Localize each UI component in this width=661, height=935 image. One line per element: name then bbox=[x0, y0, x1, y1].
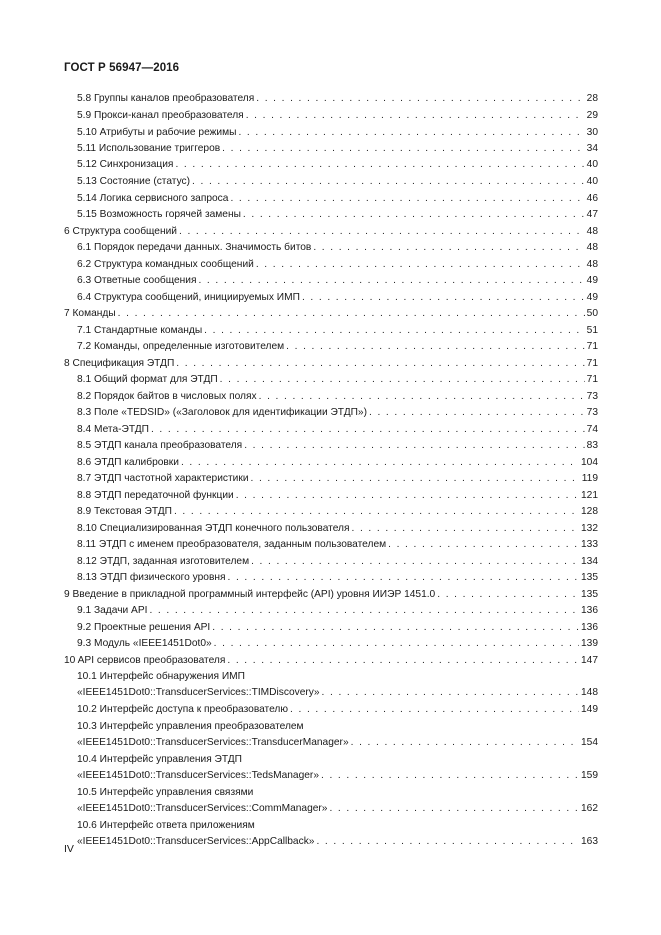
toc-entry-title: 5.14 Логика сервисного запроса bbox=[77, 193, 229, 204]
toc-leader-dots bbox=[313, 241, 584, 254]
toc-entry[interactable] bbox=[77, 291, 598, 304]
toc-entry-title: 9.1 Задачи API bbox=[77, 605, 148, 616]
toc-entry-page: 48 bbox=[586, 242, 598, 253]
toc-entry[interactable] bbox=[64, 357, 598, 370]
toc-entry-page: 121 bbox=[581, 490, 598, 501]
toc-entry[interactable] bbox=[77, 109, 598, 122]
toc-entry[interactable] bbox=[77, 258, 598, 271]
toc-entry-title: 5.13 Состояние (статус) bbox=[77, 176, 191, 187]
toc-entry[interactable] bbox=[77, 637, 598, 650]
toc-leader-dots bbox=[321, 769, 579, 782]
toc-leader-dots bbox=[388, 538, 579, 551]
toc-entry-page: 47 bbox=[586, 209, 598, 220]
toc-entry-title: 9 Введение в прикладной программный интерфейс (API) уровня ИИЭР 1451.0 bbox=[64, 589, 436, 600]
toc-entry[interactable] bbox=[77, 126, 598, 139]
toc-entry-page: 46 bbox=[586, 193, 598, 204]
toc-entry[interactable] bbox=[77, 703, 598, 716]
toc-leader-dots bbox=[228, 571, 579, 584]
toc-leader-dots bbox=[351, 736, 579, 749]
toc-entry-page: 71 bbox=[586, 341, 598, 352]
toc-entry-heading: 10.3 Интерфейс управления преобразователем bbox=[77, 721, 304, 732]
toc-entry[interactable] bbox=[64, 225, 598, 238]
toc-entry[interactable] bbox=[77, 456, 598, 469]
toc-leader-dots bbox=[174, 505, 579, 518]
toc-entry-page: 73 bbox=[586, 407, 598, 418]
toc-entry-page: 135 bbox=[581, 572, 598, 583]
toc-entry-page: 154 bbox=[581, 737, 598, 748]
toc-entry-heading: 10.1 Интерфейс обнаружения ИМП bbox=[77, 671, 245, 682]
toc-entry-page: 134 bbox=[581, 556, 598, 567]
toc-leader-dots bbox=[286, 340, 584, 353]
toc-entry-page: 49 bbox=[586, 292, 598, 303]
toc-entry[interactable] bbox=[77, 92, 598, 105]
toc-entry-title: 9.3 Модуль «IEEE1451Dot0» bbox=[77, 638, 212, 649]
toc-entry[interactable] bbox=[77, 208, 598, 221]
toc-entry-heading: 10.5 Интерфейс управления связями bbox=[77, 787, 254, 798]
toc-leader-dots bbox=[179, 225, 585, 238]
toc-leader-dots bbox=[220, 373, 585, 386]
toc-entry[interactable] bbox=[77, 158, 598, 171]
toc-entry[interactable] bbox=[77, 686, 598, 699]
toc-entry-title: 7.2 Команды, определенные изготовителем bbox=[77, 341, 285, 352]
toc-entry-title: 5.11 Использование триггеров bbox=[77, 143, 221, 154]
toc-entry-title: 8.5 ЭТДП канала преобразователя bbox=[77, 440, 243, 451]
toc-leader-dots bbox=[369, 406, 585, 419]
toc-leader-dots bbox=[149, 604, 579, 617]
toc-entry[interactable] bbox=[77, 192, 598, 205]
toc-entry-title: 6 Структура сообщений bbox=[64, 226, 177, 237]
toc-leader-dots bbox=[329, 802, 579, 815]
toc-entry[interactable] bbox=[77, 555, 598, 568]
toc-leader-dots bbox=[243, 208, 585, 221]
toc-entry-title: 8 Спецификация ЭТДП bbox=[64, 358, 175, 369]
toc-entry[interactable] bbox=[77, 406, 598, 419]
toc-leader-dots bbox=[212, 621, 579, 634]
toc-entry-page: 74 bbox=[586, 424, 598, 435]
toc-entry-page: 34 bbox=[586, 143, 598, 154]
toc-entry-page: 71 bbox=[586, 374, 598, 385]
toc-entry[interactable] bbox=[77, 241, 598, 254]
toc-entry-title: 8.8 ЭТДП передаточной функции bbox=[77, 490, 234, 501]
toc-entry-title: 7 Команды bbox=[64, 308, 116, 319]
toc-entry-title: 6.3 Ответные сообщения bbox=[77, 275, 197, 286]
toc-entry[interactable] bbox=[77, 175, 598, 188]
toc-entry[interactable] bbox=[77, 571, 598, 584]
toc-leader-dots bbox=[251, 555, 579, 568]
toc-entry-page: 148 bbox=[581, 687, 598, 698]
toc-entry-title: 7.1 Стандартные команды bbox=[77, 325, 203, 336]
toc-leader-dots bbox=[204, 324, 585, 337]
toc-entry[interactable] bbox=[77, 274, 598, 287]
toc-entry-title: 8.2 Порядок байтов в числовых полях bbox=[77, 391, 257, 402]
toc-entry[interactable] bbox=[77, 522, 598, 535]
toc-entry-page: 139 bbox=[581, 638, 598, 649]
toc-entry-title: 8.13 ЭТДП физического уровня bbox=[77, 572, 226, 583]
toc-entry[interactable] bbox=[64, 307, 598, 320]
toc-entry-heading: 10.6 Интерфейс ответа приложениям bbox=[77, 820, 255, 831]
toc-entry-page: 48 bbox=[586, 259, 598, 270]
toc-entry-page: 133 bbox=[581, 539, 598, 550]
toc-entry-title: 5.15 Возможность горячей замены bbox=[77, 209, 241, 220]
toc-entry-page: 119 bbox=[581, 473, 598, 484]
toc-leader-dots bbox=[290, 703, 579, 716]
toc-leader-dots bbox=[181, 456, 579, 469]
toc-entry[interactable] bbox=[77, 802, 598, 815]
toc-leader-dots bbox=[256, 258, 585, 271]
toc-entry-page: 40 bbox=[586, 159, 598, 170]
toc-leader-dots bbox=[214, 637, 579, 650]
toc-entry[interactable] bbox=[77, 142, 598, 155]
toc-entry-title: 6.4 Структура сообщений, инициируемых ИМП bbox=[77, 292, 300, 303]
toc-leader-dots bbox=[251, 472, 580, 485]
toc-entry[interactable] bbox=[64, 654, 598, 667]
toc-entry[interactable] bbox=[77, 439, 598, 452]
toc-entry[interactable] bbox=[77, 489, 598, 502]
toc-entry-title: 8.12 ЭТДП, заданная изготовителем bbox=[77, 556, 250, 567]
toc-entry-title: «IEEE1451Dot0::TransducerServices::CommManager» bbox=[77, 803, 328, 814]
toc-entry-page: 51 bbox=[586, 325, 598, 336]
toc-entry-title: 8.3 Поле «TEDSID» («Заголовок для идентификации ЭТДП») bbox=[77, 407, 367, 418]
toc-leader-dots bbox=[256, 92, 584, 105]
toc-entry-title: 9.2 Проектные решения API bbox=[77, 622, 211, 633]
toc-entry[interactable] bbox=[77, 538, 598, 551]
toc-entry-title: 5.12 Синхронизация bbox=[77, 159, 174, 170]
toc-entry[interactable] bbox=[77, 736, 598, 749]
toc-entry-page: 104 bbox=[581, 457, 598, 468]
toc-entry-page: 49 bbox=[586, 275, 598, 286]
toc-leader-dots bbox=[236, 489, 579, 502]
toc-entry-page: 83 bbox=[586, 440, 598, 451]
toc-entry[interactable] bbox=[77, 621, 598, 634]
toc-entry[interactable] bbox=[64, 588, 598, 601]
toc-entry-page: 28 bbox=[586, 93, 598, 104]
toc-leader-dots bbox=[192, 175, 585, 188]
toc-entry-title: 8.4 Мета-ЭТДП bbox=[77, 424, 149, 435]
toc-entry[interactable] bbox=[77, 373, 598, 386]
toc-entry[interactable] bbox=[77, 472, 598, 485]
toc-entry-page: 128 bbox=[581, 506, 598, 517]
toc-entry-title: 5.8 Группы каналов преобразователя bbox=[77, 93, 255, 104]
toc-entry-page: 159 bbox=[581, 770, 598, 781]
toc-entry[interactable] bbox=[77, 835, 598, 848]
toc-leader-dots bbox=[302, 291, 585, 304]
toc-entry-title: 5.10 Атрибуты и рабочие режимы bbox=[77, 127, 237, 138]
toc-entry-title: 8.7 ЭТДП частотной характеристики bbox=[77, 473, 249, 484]
toc-leader-dots bbox=[176, 357, 584, 370]
toc-leader-dots bbox=[222, 142, 584, 155]
toc-entry[interactable] bbox=[77, 604, 598, 617]
toc-leader-dots bbox=[244, 439, 584, 452]
toc-leader-dots bbox=[352, 522, 580, 535]
toc-entry-page: 149 bbox=[581, 704, 598, 715]
toc-leader-dots bbox=[227, 654, 579, 667]
toc-entry-page: 30 bbox=[586, 127, 598, 138]
toc-entry-page: 40 bbox=[586, 176, 598, 187]
toc-entry[interactable] bbox=[77, 769, 598, 782]
document-header: ГОСТ Р 56947—2016 bbox=[64, 62, 180, 74]
toc-entry-title: 8.1 Общий формат для ЭТДП bbox=[77, 374, 218, 385]
toc-entry-title: 5.9 Прокси-канал преобразователя bbox=[77, 110, 244, 121]
toc-entry[interactable] bbox=[77, 340, 598, 353]
toc-leader-dots bbox=[259, 390, 585, 403]
toc-leader-dots bbox=[322, 686, 579, 699]
toc-entry-title: «IEEE1451Dot0::TransducerServices::AppCallback» bbox=[77, 836, 315, 847]
toc-entry-page: 132 bbox=[581, 523, 598, 534]
toc-entry-title: «IEEE1451Dot0::TransducerServices::TIMDiscovery» bbox=[77, 687, 320, 698]
toc-entry-page: 71 bbox=[586, 358, 598, 369]
toc-leader-dots bbox=[316, 835, 579, 848]
page-number: IV bbox=[64, 843, 74, 855]
toc-entry[interactable] bbox=[77, 324, 598, 337]
toc-leader-dots bbox=[230, 192, 584, 205]
toc-entry[interactable] bbox=[77, 390, 598, 403]
toc-leader-dots bbox=[198, 274, 584, 287]
toc-leader-dots bbox=[246, 109, 585, 122]
toc-entry-title: 8.10 Специализированная ЭТДП конечного пользователя bbox=[77, 523, 350, 534]
toc-entry-title: «IEEE1451Dot0::TransducerServices::TedsManager» bbox=[77, 770, 319, 781]
toc-entry-heading: 10.4 Интерфейс управления ЭТДП bbox=[77, 754, 242, 765]
toc-leader-dots bbox=[437, 588, 579, 601]
toc-leader-dots bbox=[175, 158, 584, 171]
toc-entry-title: 8.11 ЭТДП с именем преобразователя, заданным пользователем bbox=[77, 539, 387, 550]
toc-entry-title: 8.9 Текстовая ЭТДП bbox=[77, 506, 172, 517]
toc-entry-title: 8.6 ЭТДП калибровки bbox=[77, 457, 179, 468]
toc-entry-page: 136 bbox=[581, 605, 598, 616]
toc-entry[interactable] bbox=[77, 505, 598, 518]
toc-leader-dots bbox=[151, 423, 585, 436]
toc-entry-page: 136 bbox=[581, 622, 598, 633]
toc-entry-title: 6.1 Порядок передачи данных. Значимость битов bbox=[77, 242, 312, 253]
toc-entry-page: 162 bbox=[581, 803, 598, 814]
toc-entry-page: 50 bbox=[586, 308, 598, 319]
toc-entry-page: 73 bbox=[586, 391, 598, 402]
toc-leader-dots bbox=[118, 307, 585, 320]
toc-entry-page: 29 bbox=[586, 110, 598, 121]
toc-entry-title: 10.2 Интерфейс доступа к преобразователю bbox=[77, 704, 289, 715]
toc-entry-title: 10 API сервисов преобразователя bbox=[64, 655, 226, 666]
toc-leader-dots bbox=[238, 126, 584, 139]
toc-entry[interactable] bbox=[77, 423, 598, 436]
toc-entry-title: «IEEE1451Dot0::TransducerServices::TransducerManager» bbox=[77, 737, 349, 748]
toc-entry-page: 147 bbox=[581, 655, 598, 666]
toc-entry-page: 135 bbox=[581, 589, 598, 600]
toc-entry-title: 6.2 Структура командных сообщений bbox=[77, 259, 254, 270]
toc-entry-page: 163 bbox=[581, 836, 598, 847]
toc-entry-page: 48 bbox=[586, 226, 598, 237]
